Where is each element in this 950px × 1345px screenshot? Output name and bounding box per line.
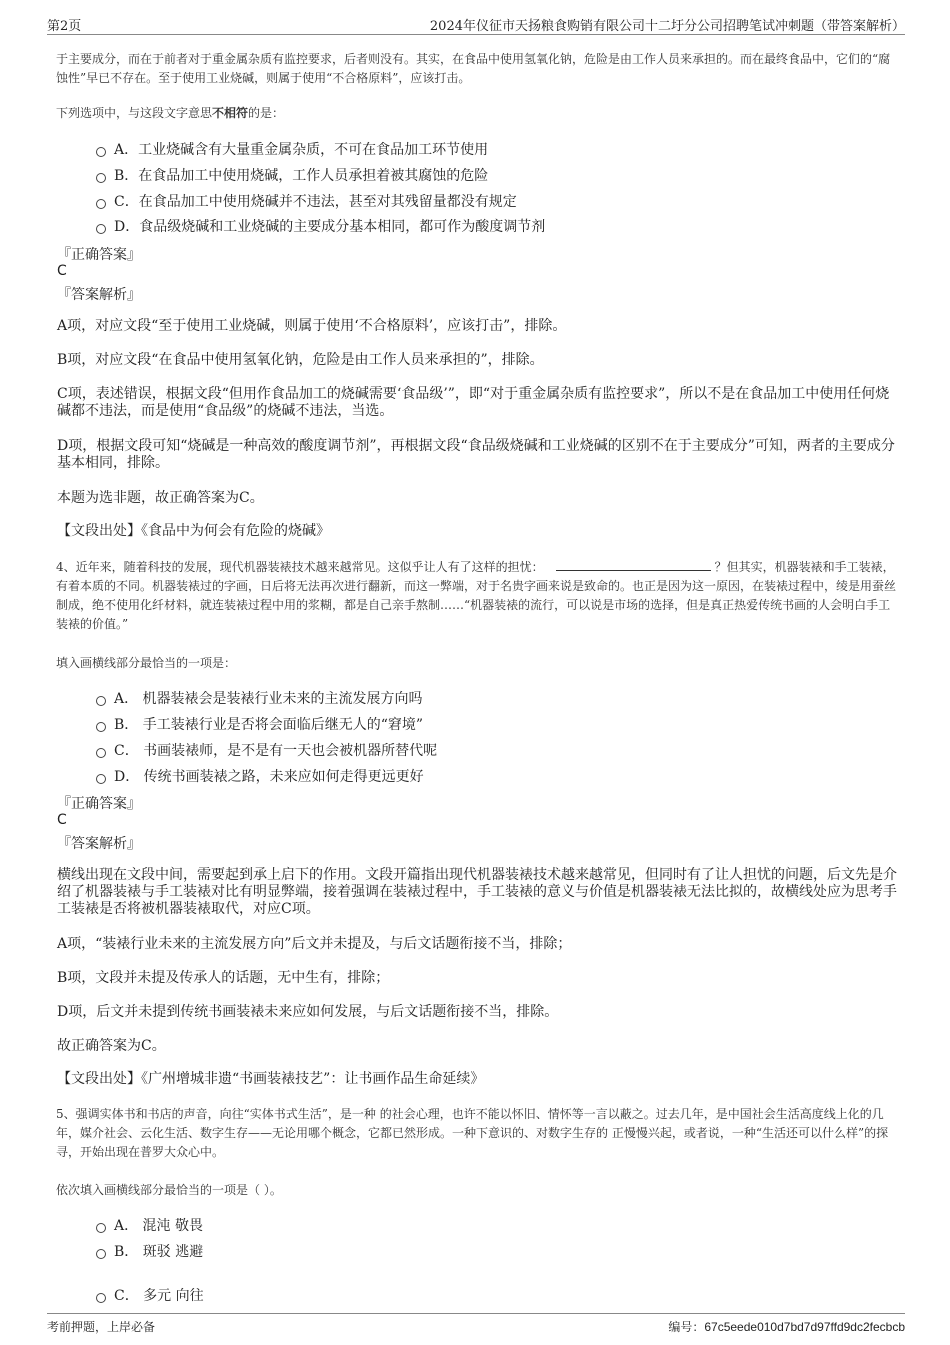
page-footer [47,1313,905,1336]
q5-passage: 5、强调实体书和书店的声音，向往“实体书式生活”，是一种 的社会心理，也许不能以怀旧、情怀等一言以蔽之。过去几年，是中国社会生活高度线上化的几年，媒介社会、云化生活、数字生存——无论用哪个概念，它都已然形成。一种下意识的、对数字生存的 正慢慢兴起，或者说，一种“生活还可以什么样”的探寻，开始出现在普罗大众心中。 [56,1107,889,1159]
q3-option-c[interactable]: C．在食品加工中使用烧碱并不违法，甚至对其残留量都没有规定 [96,191,517,211]
q3-option-a[interactable]: A．工业烧碱含有大量重金属杂质，不可在食品加工环节使用 [96,139,488,159]
q5-option-c[interactable]: C． 多元 向往 [96,1285,204,1305]
q4-answer-label: 『正确答案』 [57,796,141,812]
q3-analysis-b: B项，对应文段“在食品中使用氢氧化钠，危险是由工作人员来承担的”，排除。 [57,352,544,368]
radio-icon[interactable] [96,147,106,157]
radio-icon[interactable] [96,748,106,758]
fill-blank [556,558,711,571]
q3-option-d[interactable]: D．食品级烧碱和工业烧碱的主要成分基本相同，都可作为酸度调节剂 [96,216,545,236]
footer-slogan: 考前押题，上岸必备 [47,1320,156,1334]
q3-analysis-d: D项，根据文段可知“烧碱是一种高效的酸度调节剂”，再根据文段“食品级烧碱和工业烧碱的区别不在于主要成分”可知，两者的主要成分基本相同，排除。 [57,438,895,471]
radio-icon[interactable] [96,173,106,183]
q4-answer: C [57,812,67,828]
document-id: 编号：67c5eede010d7bd7d97ffd9dc2fecbcb [668,1320,905,1334]
q5-option-a[interactable]: A． 混沌 敬畏 [96,1215,203,1235]
q3-passage: 于主要成分，而在于前者对于重金属杂质有监控要求，后者则没有。其实，在食品中使用氢氧化钠，危险是由工作人员来承担的。而在最终食品中，它们的“腐蚀性”早已不存在。至于使用工业烧碱，则属于使用“不合格原料”，应该打击。 [56,52,891,85]
q4-option-a[interactable]: A． 机器装裱会是装裱行业未来的主流发展方向吗 [96,688,423,708]
radio-icon[interactable] [96,1223,106,1233]
document-title: 2024年仪征市天扬粮食购销有限公司十二圩分公司招聘笔试冲刺题（带答案解析） [429,19,905,34]
q4-option-d[interactable]: D． 传统书画装裱之路，未来应如何走得更远更好 [96,766,424,786]
q4-analysis-a: A项，“装裱行业未来的主流发展方向”后文并未提及，与后文话题衔接不当，排除； [57,936,572,952]
q4-prompt: 填入画横线部分最恰当的一项是： [56,656,237,670]
q4-option-b[interactable]: B． 手工装裱行业是否将会面临后继无人的“窘境” [96,714,423,734]
q4-option-c[interactable]: C． 书画装裱师，是不是有一天也会被机器所替代呢 [96,740,437,760]
q4-analysis-b: B项，文段并未提及传承人的话题，无中生有，排除； [57,970,390,986]
q3-analysis-label: 『答案解析』 [57,287,141,303]
radio-icon[interactable] [96,722,106,732]
q4-analysis-d: D项，后文并未提到传统书画装裱未来应如何发展，与后文话题衔接不当，排除。 [57,1004,559,1020]
page-number: 第2页 [47,19,82,34]
q4-source: 【文段出处】《广州增城非遗“书画装裱技艺”：让书画作品生命延续》 [57,1071,485,1087]
q5-option-b[interactable]: B． 斑驳 逃避 [96,1241,203,1261]
radio-icon[interactable] [96,774,106,784]
q5-prompt: 依次填入画横线部分最恰当的一项是（ ）。 [56,1183,282,1197]
q3-analysis-c: C项，表述错误，根据文段“但用作食品加工的烧碱需要‘食品级’”，即“对于重金属杂质有监控要求”，所以不是在食品加工中使用任何烧碱都不违法，而是使用“食品级”的烧碱不违法，当选。 [57,386,890,419]
q3-conclusion: 本题为选非题，故正确答案为C。 [57,490,264,506]
radio-icon[interactable] [96,199,106,209]
radio-icon[interactable] [96,696,106,706]
radio-icon[interactable] [96,1249,106,1259]
q4-passage: 4、近年来，随着科技的发展，现代机器装裱技术越来越常见。这似乎让人有了这样的担忧： ？但其实，机器装裱和手工装裱，有着本质的不同。机器装裱过的字画，日后将无法再次进行翻新，而这一弊端，对于名贵字画来说是致命的。也正是因为这一原因，在装裱过程中，绫是用蚕丝制成，绝不使用化纤材料，就连装裱过程中用的浆糊，都是自己亲手熬制……“机器装裱的流行，可以说是市场的选择，但是真正热爱传统书画的人会明白手工装裱的价值。” [56,560,897,631]
q3-source: 【文段出处】《食品中为何会有危险的烧碱》 [57,523,330,539]
page-header [47,12,905,35]
q3-analysis-a: A项，对应文段“至于使用工业烧碱，则属于使用‘不合格原料’，应该打击”，排除。 [57,318,567,334]
q3-answer: C [57,263,67,279]
q4-analysis-label: 『答案解析』 [57,836,141,852]
q3-option-b[interactable]: B．在食品加工中使用烧碱，工作人员承担着被其腐蚀的危险 [96,165,488,185]
q3-answer-label: 『正确答案』 [57,247,141,263]
q3-prompt: 下列选项中，与这段文字意思不相符的是： [56,106,285,120]
radio-icon[interactable] [96,1293,106,1303]
q4-analysis-main: 横线出现在文段中间，需要起到承上启下的作用。文段开篇指出现代机器装裱技术越来越常见，但同时有了让人担忧的问题，后文先是介绍了机器装裱与手工装裱对比有明显弊端，接着强调在装裱过程中，手工装裱的意义与价值是机器装裱无法比拟的，故横线处应为思考手工装裱是否将被机器装裱取代，对应C项。 [57,867,897,917]
radio-icon[interactable] [96,224,106,234]
q4-conclusion: 故正确答案为C。 [57,1038,166,1054]
